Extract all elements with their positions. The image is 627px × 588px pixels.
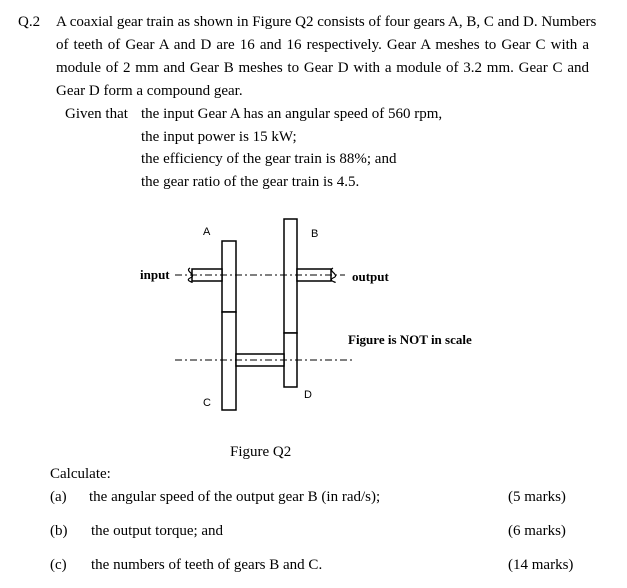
gear-c-label: C [203,397,211,409]
task-c-text: the numbers of teeth of gears B and C. [91,557,323,573]
scale-note: Figure is NOT in scale [348,332,472,347]
task-b-marks: (6 marks) [508,523,566,539]
task-b-text: the output torque; and [91,523,224,539]
task-a-marks: (5 marks) [508,489,566,505]
gear-c-body [222,312,236,410]
given-item-3: the efficiency of the gear train is 88%; and [141,151,397,167]
task-a-label: (a) [50,489,67,505]
question-line-1: A coaxial gear train as shown in Figure Q2 consists of four gears A, B, C and D. Numbers [56,14,597,30]
gear-d-label: D [304,389,312,401]
task-a-text: the angular speed of the output gear B (in rad/s); [89,489,381,505]
figure-caption: Figure Q2 [230,444,292,460]
given-intro: Given that [65,106,128,122]
question-line-2: of teeth of Gear A and D are 16 and 16 respectively. Gear A meshes to Gear C with a [56,37,589,53]
gear-b-body [284,219,297,333]
task-c-marks: (14 marks) [508,557,574,573]
output-label: output [352,269,389,284]
task-b-label: (b) [50,523,68,539]
given-item-1: the input Gear A has an angular speed of 560 rpm, [141,106,443,122]
given-item-4: the gear ratio of the gear train is 4.5. [141,174,360,190]
gear-b-label: B [311,228,319,240]
input-label: input [140,267,170,282]
task-c-label: (c) [50,557,67,573]
question-number: Q.2 [18,14,41,30]
question-line-4: Gear D form a compound gear. [56,83,243,99]
question-line-3: module of 2 mm and Gear B meshes to Gear D with a module of 3.2 mm. Gear C and [56,60,589,76]
gear-a-label: A [203,226,211,238]
given-item-2: the input power is 15 kW; [141,129,297,145]
gear-a-body [222,241,236,312]
tasks-intro: Calculate: [50,466,111,482]
